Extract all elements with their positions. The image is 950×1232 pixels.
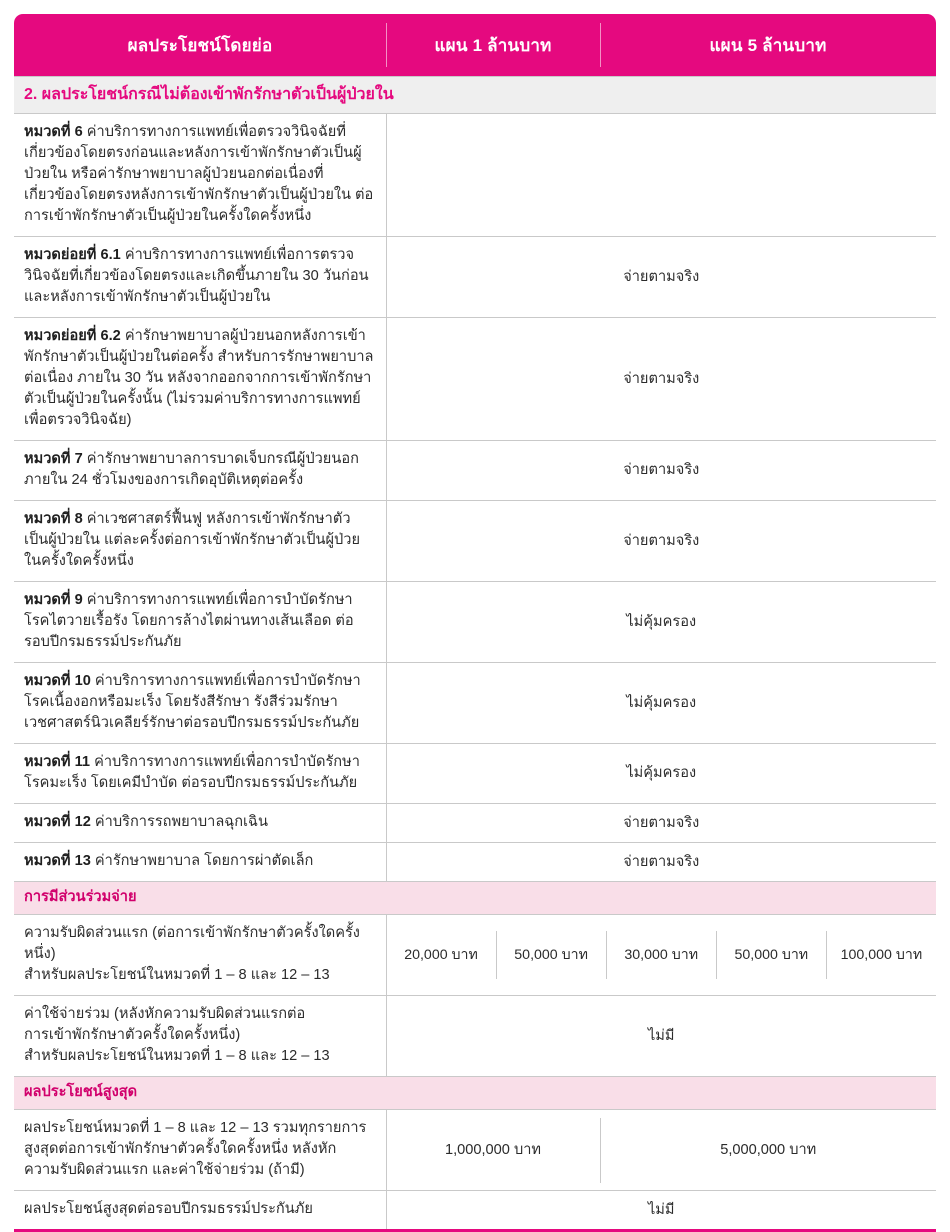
- header-plan5-label: แผน 5 ล้านบาท: [709, 35, 827, 55]
- table-row: [14, 1110, 936, 1191]
- row-text-cat9: ค่าบริการทางการแพทย์เพื่อการบำบัดรักษาโรคไตวายเรื้อรัง โดยการล้างไตผ่านทางเส้นเลือด ต่อรอบปีกรมธรรม์ประกันภัย: [24, 592, 354, 651]
- row-value-cat6: [386, 114, 936, 237]
- header-plan1-label: แผน 1 ล้านบาท: [434, 35, 552, 55]
- max-per-stay-line1: ผลประโยชน์หมวดที่ 1 – 8 และ 12 – 13 รวมทุกรายการ: [24, 1120, 367, 1137]
- benefits-table: [14, 76, 936, 1229]
- deductible-value-group: [387, 931, 937, 979]
- max-per-stay-line3: ความรับผิดส่วนแรก และค่าใช้จ่ายร่วม (ถ้ามี): [24, 1162, 305, 1179]
- row-text-cat11: ค่าบริการทางการแพทย์เพื่อการบำบัดรักษาโรคมะเร็ง โดยเคมีบำบัด ต่อรอบปีกรมธรรม์ประกันภัย: [24, 754, 360, 792]
- row-label-max-per-year: ผลประโยชน์สูงสุดต่อรอบปีกรมธรรม์ประกันภัย: [14, 1191, 386, 1230]
- deductible-label-line2: สำหรับผลประโยชน์ในหมวดที่ 1 – 8 และ 12 – 13: [24, 967, 330, 984]
- row-label-coinsurance: [14, 996, 386, 1077]
- copay-section-title: การมีส่วนร่วมจ่าย: [14, 882, 936, 915]
- row-value-cat8: จ่ายตามจริง: [386, 501, 936, 582]
- row-label-cat6: [14, 114, 386, 237]
- table-row: [14, 318, 936, 441]
- deductible-label-line1: ความรับผิดส่วนแรก (ต่อการเข้าพักรักษาตัวครั้งใดครั้งหนึ่ง): [24, 925, 360, 963]
- row-value-max-per-stay: [386, 1110, 936, 1191]
- row-value-max-per-year: ไม่มี: [386, 1191, 936, 1230]
- row-text-cat6-2: ค่ารักษาพยาบาลผู้ป่วยนอกหลังการเข้าพักรักษาตัวเป็นผู้ป่วยในต่อครั้ง สำหรับการรักษาพยาบาลต่อเนื่อง ภายใน 30 วัน หลังจากออกจากการเข้าพักรักษาตัวเป็นผู้ป่วยในครั้งนั้น (ไม่รวมค่าบริการทางการแพทย์เพื่อตรวจวินิจฉัย): [24, 328, 374, 429]
- table-row: [14, 915, 936, 996]
- table-row: [14, 663, 936, 744]
- row-text-cat7: ค่ารักษาพยาบาลการบาดเจ็บกรณีผู้ป่วยนอก ภายใน 24 ชั่วโมงของการเกิดอุบัติเหตุต่อครั้ง: [24, 451, 359, 489]
- row-label-cat7: [14, 441, 386, 501]
- row-code-cat11: หมวดที่ 11: [24, 754, 91, 771]
- row-code-cat6-2: หมวดย่อยที่ 6.2: [24, 328, 121, 345]
- table-row: [14, 843, 936, 882]
- coinsurance-label-line3: สำหรับผลประโยชน์ในหมวดที่ 1 – 8 และ 12 – 13: [24, 1048, 330, 1065]
- max-per-stay-line2: สูงสุดต่อการเข้าพักรักษาตัวครั้งใดครั้งหนึ่ง หลังหัก: [24, 1141, 337, 1158]
- header-benefit-column: [14, 14, 386, 76]
- table-row: [14, 441, 936, 501]
- table-row: [14, 1191, 936, 1230]
- deductible-value-1: 20,000 บาท: [387, 931, 497, 979]
- row-label-cat11: [14, 744, 386, 804]
- row-code-cat9: หมวดที่ 9: [24, 592, 83, 609]
- section-2-title: 2. ผลประโยชน์กรณีไม่ต้องเข้าพักรักษาตัวเป็นผู้ป่วยใน: [14, 77, 936, 114]
- row-label-cat8: [14, 501, 386, 582]
- row-value-cat6-2: จ่ายตามจริง: [386, 318, 936, 441]
- max-per-stay-plan1-value: 1,000,000 บาท: [387, 1118, 601, 1183]
- row-text-cat6: ค่าบริการทางการแพทย์เพื่อตรวจวินิจฉัยที่เกี่ยวข้องโดยตรงก่อนและหลังการเข้าพักรักษาตัวเป็นผู้ป่วยใน หรือค่ารักษาพยาบาลผู้ป่วยนอกต่อเนื่องที่เกี่ยวข้องโดยตรงหลังการเข้าพักรักษาตัวเป็นผู้ป่วยใน ต่อการเข้าพักรักษาตัวเป็นผู้ป่วยในครั้งใดครั้งหนึ่ง: [24, 124, 374, 225]
- row-label-cat10: [14, 663, 386, 744]
- table-row: [14, 237, 936, 318]
- row-code-cat6-1: หมวดย่อยที่ 6.1: [24, 247, 121, 264]
- copay-section-header-row: [14, 882, 936, 915]
- row-text-cat12: ค่าบริการรถพยาบาลฉุกเฉิน: [94, 814, 268, 831]
- row-code-cat10: หมวดที่ 10: [24, 673, 91, 690]
- row-code-cat8: หมวดที่ 8: [24, 511, 83, 528]
- section-2-header-row: [14, 77, 936, 114]
- row-text-cat13: ค่ารักษาพยาบาล โดยการผ่าตัดเล็ก: [94, 853, 314, 870]
- row-label-cat6-1: [14, 237, 386, 318]
- row-label-max-per-stay: [14, 1110, 386, 1191]
- deductible-value-4: 50,000 บาท: [717, 931, 827, 979]
- row-text-cat6-1: ค่าบริการทางการแพทย์เพื่อการตรวจวินิจฉัยที่เกี่ยวข้องโดยตรงและเกิดขึ้นภายใน 30 วันก่อนและหลังการเข้าพักรักษาตัวเป็นผู้ป่วยใน: [24, 247, 369, 306]
- coinsurance-label-line1: ค่าใช้จ่ายร่วม (หลังหักความรับผิดส่วนแรกต่อ: [24, 1006, 306, 1023]
- table-row: [14, 804, 936, 843]
- coinsurance-label-line2: การเข้าพักรักษาตัวครั้งใดครั้งหนึ่ง): [24, 1027, 241, 1044]
- table-row: [14, 582, 936, 663]
- row-label-cat9: [14, 582, 386, 663]
- row-text-cat8: ค่าเวชศาสตร์ฟื้นฟู หลังการเข้าพักรักษาตัวเป็นผู้ป่วยใน แต่ละครั้งต่อการเข้าพักรักษาตัวเป็นผู้ป่วยในครั้งใดครั้งหนึ่ง: [24, 511, 361, 570]
- header-plan1-column: [386, 14, 600, 76]
- row-code-cat13: หมวดที่ 13: [24, 853, 91, 870]
- row-text-cat10: ค่าบริการทางการแพทย์เพื่อการบำบัดรักษาโรคเนื้องอกหรือมะเร็ง โดยรังสีรักษา รังสีร่วมรักษา เวชศาสตร์นิวเคลียร์รักษาต่อรอบปีกรมธรรม์ประกันภัย: [24, 673, 361, 732]
- deductible-value-5: 100,000 บาท: [840, 946, 923, 963]
- max-section-title: ผลประโยชน์สูงสุด: [14, 1077, 936, 1110]
- row-value-deductible: [386, 915, 936, 996]
- row-value-cat13: จ่ายตามจริง: [386, 843, 936, 882]
- table-header-row: [14, 14, 936, 76]
- row-value-cat6-1: จ่ายตามจริง: [386, 237, 936, 318]
- row-value-cat10: ไม่คุ้มครอง: [386, 663, 936, 744]
- row-label-cat13: [14, 843, 386, 882]
- row-value-coinsurance: ไม่มี: [386, 996, 936, 1077]
- header-benefit-label: ผลประโยชน์โดยย่อ: [127, 35, 273, 55]
- row-code-cat12: หมวดที่ 12: [24, 814, 91, 831]
- row-label-cat12: [14, 804, 386, 843]
- deductible-value-3: 30,000 บาท: [607, 931, 717, 979]
- row-value-cat11: ไม่คุ้มครอง: [386, 744, 936, 804]
- max-section-header-row: [14, 1077, 936, 1110]
- benefits-table-page: [0, 14, 950, 1218]
- table-row: [14, 996, 936, 1077]
- table-row: [14, 501, 936, 582]
- row-value-cat12: จ่ายตามจริง: [386, 804, 936, 843]
- row-code-cat7: หมวดที่ 7: [24, 451, 83, 468]
- row-label-cat6-2: [14, 318, 386, 441]
- header-plan5-column: [600, 14, 936, 76]
- row-value-cat9: ไม่คุ้มครอง: [386, 582, 936, 663]
- deductible-value-2: 50,000 บาท: [497, 931, 607, 979]
- row-label-deductible: [14, 915, 386, 996]
- table-row: [14, 744, 936, 804]
- max-per-stay-plan5-value: 5,000,000 บาท: [720, 1141, 817, 1158]
- row-value-cat7: จ่ายตามจริง: [386, 441, 936, 501]
- table-row: [14, 114, 936, 237]
- row-code-cat6: หมวดที่ 6: [24, 124, 83, 141]
